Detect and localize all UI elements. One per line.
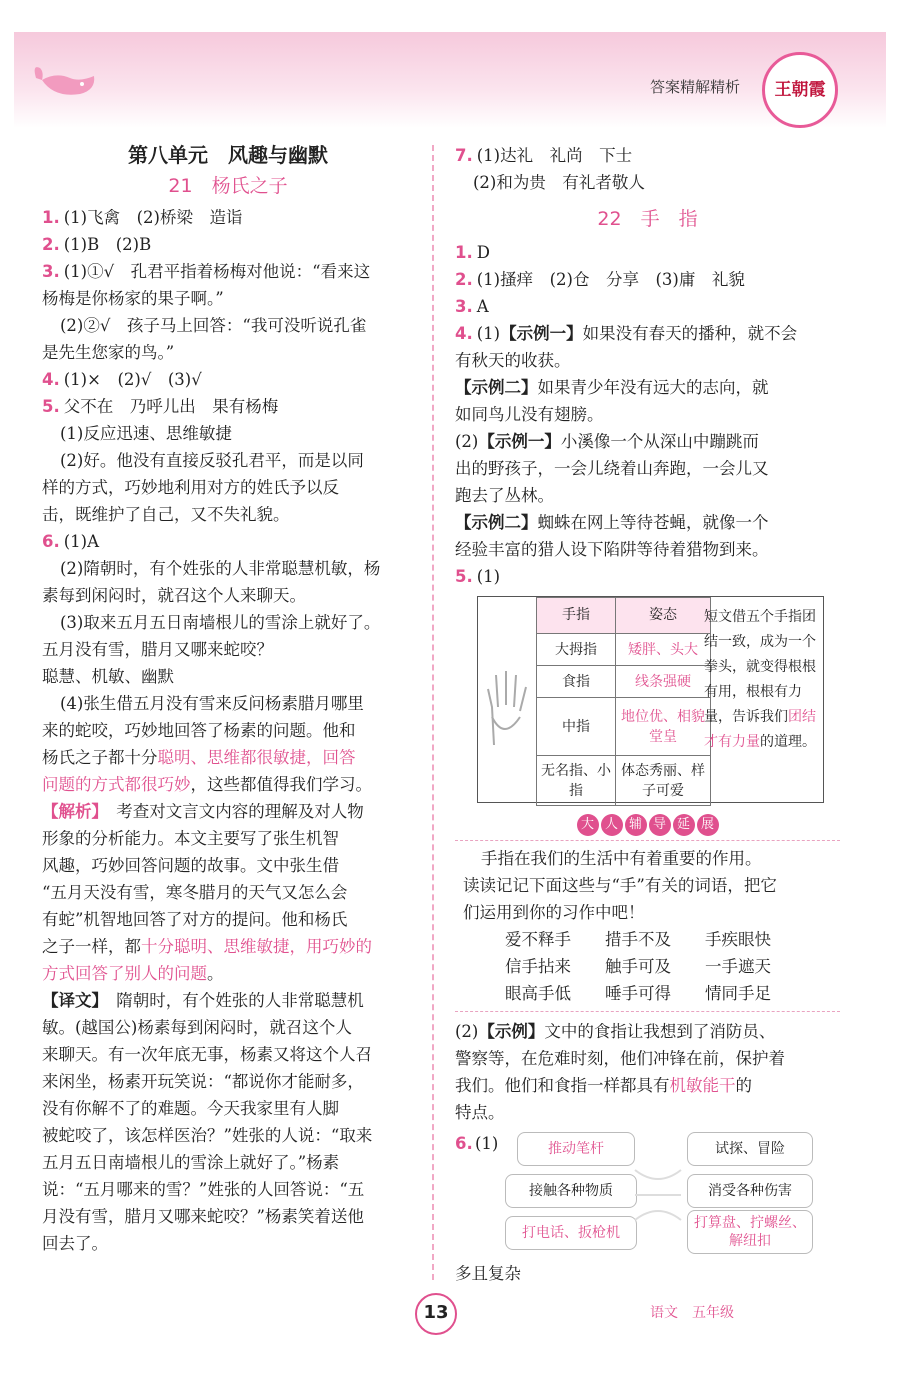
title-char: 延 (673, 814, 695, 836)
text-span: 杨氏之子都十分 (42, 748, 158, 767)
extension-line: 读读记记下面这些与“手”有关的词语，把它 (463, 876, 777, 895)
left-column (42, 142, 414, 1257)
page-header (14, 32, 886, 128)
idiom: 触手可及 (605, 957, 671, 976)
lesson-title: 22 手 指 (597, 208, 698, 230)
right-column (455, 142, 840, 1287)
question-number: 2. (455, 270, 473, 289)
table-cell: 地位优、相貌堂皇 (616, 698, 711, 756)
answer-5 (455, 563, 840, 590)
question-number: 2. (42, 235, 60, 254)
answer-text: (1)A (63, 532, 100, 551)
translation-block (42, 987, 414, 1014)
text-span: 考查对文言文内容的理解及对人物 (99, 802, 364, 821)
example-tag: 【示例二】 (455, 378, 538, 397)
answer-text: 父不在 乃呼儿出 果有杨梅 (63, 397, 279, 416)
answer-line: 素每到闲闷时，就召这个人来聊天。 (42, 586, 306, 605)
answer-line: 出的野孩子，一会儿绕着山奔跑，一会儿又 (455, 459, 769, 478)
analysis-block (42, 798, 414, 825)
answer-line: 警察等，在危难时刻，他们冲锋在前，保护着 (455, 1049, 785, 1068)
table-cell: 无名指、小指 (537, 756, 616, 806)
text-span: 如果青少年没有远大的志向，就 (537, 378, 769, 397)
translation-tag: 【译文】 (42, 991, 100, 1010)
translation-line: 五月五日南墙根儿的雪涂上就好了。”杨素 (42, 1153, 340, 1172)
logo-text: 王朝霞 (774, 80, 826, 100)
answer-text: (1)B (2)B (63, 235, 152, 254)
translation-line: 月没有雪，腊月又哪来蛇咬？”杨素笑着送他 (42, 1207, 364, 1226)
answer-line: (4)张生借五月没有雪来反问杨素腊月哪里 (60, 694, 364, 713)
text-span: 如果没有春天的播种，就不会 (582, 324, 798, 343)
extension-title (455, 809, 840, 836)
title-char: 辅 (625, 814, 647, 836)
title-char: 展 (697, 814, 719, 836)
title-char: 人 (601, 814, 623, 836)
unit-title: 第八单元 风趣与幽默 (128, 143, 328, 167)
answer-text: (1)飞禽 (2)桥梁 造诣 (63, 208, 243, 227)
text-span: 文中的食指让我想到了消防员、 (544, 1022, 776, 1041)
mind-map (455, 1130, 840, 1250)
idiom: 一手遮天 (705, 957, 771, 976)
question-number: 4. (42, 370, 60, 389)
question-number: 1. (42, 208, 60, 227)
hand-icon (631, 1160, 685, 1230)
idiom-grid (463, 926, 832, 1007)
question-number: 3. (455, 297, 473, 316)
answer-text: (1)× (2)√ (3)√ (63, 370, 202, 389)
mind-box: 试探、冒险 (687, 1132, 813, 1166)
answer-line: (3)取来五月五日南墙根儿的雪涂上就好了。 (60, 613, 381, 632)
text-span: (1) (476, 324, 501, 343)
highlight-text: 机敏能干 (669, 1076, 736, 1095)
answer-1 (42, 204, 414, 231)
highlight-text: 问题的方式都很巧妙 (42, 775, 191, 794)
answer-5 (42, 393, 414, 420)
analysis-line (42, 933, 414, 960)
highlight-text: 聪明、思维都很敏捷，回答 (157, 748, 356, 767)
extension-line: 手指在我们的生活中有着重要的作用。 (481, 849, 762, 868)
example-tag: 【示例二】 (455, 513, 538, 532)
translation-line: 来聊天。有一次年底无事，杨素又将这个人召 (42, 1045, 372, 1064)
text-span: (1) (475, 1134, 499, 1153)
text-span: 小溪像一个从深山中蹦跳而 (560, 432, 759, 451)
text-span: 隋朝时，有个姓张的人非常聪慧机 (99, 991, 364, 1010)
text-span: (2) (455, 432, 479, 451)
answer-line: 五月没有雪，腊月又哪来蛇咬？ (42, 640, 273, 659)
idiom: 爱不释手 (505, 930, 571, 949)
text-span: (1) (476, 567, 501, 586)
answer-line (455, 1072, 840, 1099)
answer-2 (42, 231, 414, 258)
answer-text: (1)①√ 孔君平指着杨梅对他说：“看来这 (63, 262, 371, 281)
idiom: 措手不及 (605, 930, 671, 949)
question-number: 3. (42, 262, 60, 281)
highlight-text: 方式回答了别人的问题 (42, 964, 207, 983)
answer-line: 杨梅是你杨家的果子啊。” (42, 289, 224, 308)
table-cell: 矮胖、头大 (616, 634, 711, 666)
answer-text: (1)搔痒 (2)仓 分享 (3)庸 礼貌 (476, 270, 745, 289)
answer-line: 多且复杂 (455, 1264, 521, 1283)
table-header: 手指 (537, 598, 616, 634)
question-number: 7. (455, 146, 473, 165)
idiom: 情同手足 (705, 984, 771, 1003)
answer-2 (455, 266, 840, 293)
example-tag: 【示例一】 (478, 432, 561, 451)
extension-box (455, 840, 840, 1012)
answer-line: 跑去了丛林。 (455, 486, 554, 505)
answer-text: A (476, 297, 489, 316)
mind-box: 消受各种伤害 (687, 1174, 813, 1208)
table-cell: 食指 (537, 666, 616, 698)
text-span: (2) (455, 1022, 479, 1041)
answer-4 (42, 366, 414, 393)
answer-line: 样的方式，巧妙地利用对方的姓氏予以反 (42, 478, 339, 497)
answer-line (42, 771, 414, 798)
idiom: 手疾眼快 (705, 930, 771, 949)
translation-line: 被蛇咬了，该怎样医治？”姓张的人说：“取来 (42, 1126, 373, 1145)
answer-1 (455, 239, 840, 266)
answer-text: D (476, 243, 490, 262)
whale-icon (30, 58, 100, 102)
question-number: 6. (455, 1134, 473, 1153)
answer-line (42, 744, 414, 771)
answer-line (455, 1018, 840, 1045)
extension-line: 们运用到你的习作中吧！ (463, 903, 645, 922)
title-char: 大 (577, 814, 599, 836)
answer-line (455, 509, 840, 536)
answer-line: (2)隋朝时，有个姓张的人非常聪慧机敏，杨 (60, 559, 381, 578)
analysis-tag: 【解析】 (42, 802, 100, 821)
answer-line: (1)反应迅速、思维敏捷 (60, 424, 232, 443)
finger-summary (704, 605, 820, 755)
column-divider (432, 145, 434, 1280)
answer-line: 如同鸟儿没有翅膀。 (455, 405, 604, 424)
lesson-title: 21 杨氏之子 (168, 175, 288, 197)
question-number: 1. (455, 243, 473, 262)
answer-line: 聪慧、机敏、幽默 (42, 667, 174, 686)
mind-box: 打算盘、拧螺丝、解纽扣 (687, 1210, 813, 1254)
finger-table (536, 597, 711, 806)
idiom: 唾手可得 (605, 984, 671, 1003)
translation-line: 来闲坐，杨素开玩笑说：“都说你才能耐多， (42, 1072, 364, 1091)
answer-line: 来的蛇咬，巧妙地回答了杨素的问题。他和 (42, 721, 356, 740)
question-number: 6. (42, 532, 60, 551)
idiom: 信手拈来 (505, 957, 571, 976)
answer-line: (2)②√ 孩子马上回答：“我可没听说孔雀 (60, 316, 367, 335)
analysis-line: 风趣，巧妙回答问题的故事。文中张生借 (42, 856, 339, 875)
text-span: 蜘蛛在网上等待苍蝇，就像一个 (537, 513, 769, 532)
translation-line: 没有你解不了的难题。今天我家里有人脚 (42, 1099, 339, 1118)
answer-3 (42, 258, 414, 285)
text-span: 的 (735, 1076, 752, 1095)
answer-4 (455, 320, 840, 347)
translation-line: 敏。(越国公)杨素每到闲闷时，就召这个人 (42, 1018, 352, 1037)
highlight-text: 团结才有力量 (704, 709, 816, 750)
table-cell: 大拇指 (537, 634, 616, 666)
text-span: 我们。他们和食指一样都具有 (455, 1076, 670, 1095)
answer-line: 击，既维护了自己，又不失礼貌。 (42, 505, 290, 524)
analysis-line: 形象的分析能力。本文主要写了张生机智 (42, 829, 339, 848)
text-span: 之子一样，都 (42, 937, 141, 956)
title-char: 导 (649, 814, 671, 836)
finger-table-box (477, 596, 824, 803)
mind-box: 推动笔杆 (517, 1132, 635, 1166)
header-title: 答案精解精析 (650, 78, 741, 96)
logo (762, 52, 838, 128)
text-span: 。 (207, 964, 224, 983)
answer-line: (2)和为贵 有礼者敬人 (473, 173, 645, 192)
analysis-line: “五月天没有雪，寒冬腊月的天气又怎么会 (42, 883, 348, 902)
answer-line: 有秋天的收获。 (455, 351, 571, 370)
mind-box: 接触各种物质 (505, 1174, 637, 1208)
text-span: ，这些都值得我们学习。 (190, 775, 372, 794)
hand-icon (484, 667, 532, 747)
answer-text: (1)达礼 礼尚 下士 (476, 146, 633, 165)
translation-line: 回去了。 (42, 1234, 108, 1253)
mind-box: 打电话、扳枪机 (505, 1216, 637, 1250)
answer-3 (455, 293, 840, 320)
analysis-line (42, 960, 414, 987)
answer-line (455, 428, 840, 455)
table-cell: 中指 (537, 698, 616, 756)
example-tag: 【示例一】 (500, 324, 583, 343)
question-number: 4. (455, 324, 473, 343)
highlight-text: 十分聪明、思维敏捷，用巧妙的 (141, 937, 372, 956)
translation-line: 说：“五月哪来的雪？”姓张的人回答说：“五 (42, 1180, 365, 1199)
answer-6 (42, 528, 414, 555)
question-number: 5. (455, 567, 473, 586)
answer-line (455, 374, 840, 401)
idiom: 眼高手低 (505, 984, 571, 1003)
answer-line: 是先生您家的鸟。” (42, 343, 175, 362)
table-cell: 体态秀丽、样子可爱 (616, 756, 711, 806)
question-number: 5. (42, 397, 60, 416)
page-number: 13 (415, 1293, 457, 1335)
text-span: 的道理。 (760, 734, 816, 750)
analysis-line: 有蛇”机智地回答了对方的提问。他和杨氏 (42, 910, 348, 929)
answer-7 (455, 142, 840, 169)
footer-subject: 语文 五年级 (650, 1305, 734, 1321)
table-cell: 线条强硬 (616, 666, 711, 698)
answer-line: 经验丰富的猎人设下陷阱等待着猎物到来。 (455, 540, 769, 559)
text-span: 短文借五个手指团结一致，成为一个拳头，就变得根根有用，根根有力量，告诉我们 (704, 609, 816, 725)
answer-line: (2)好。他没有直接反驳孔君平，而是以同 (60, 451, 364, 470)
example-tag: 【示例】 (478, 1022, 545, 1041)
answer-line: 特点。 (455, 1103, 505, 1122)
table-header: 姿态 (616, 598, 711, 634)
